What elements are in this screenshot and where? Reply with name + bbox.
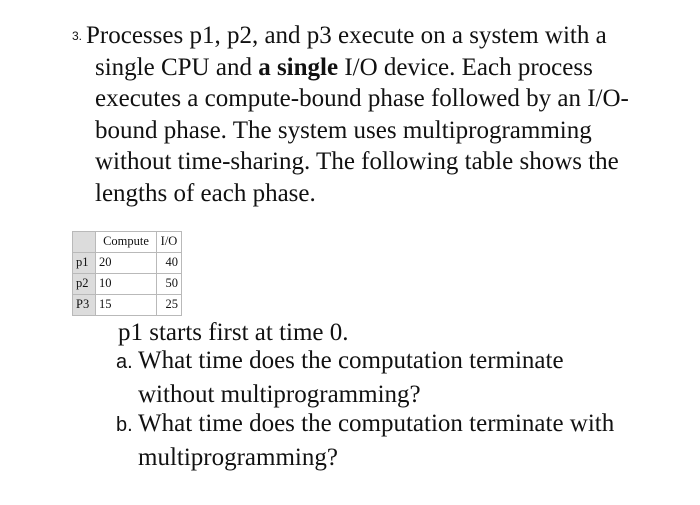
cell-compute: 10 <box>96 274 157 295</box>
row-header-p3: P3 <box>73 295 96 316</box>
start-note: p1 starts first at time 0. <box>118 319 349 346</box>
row-header-p1: p1 <box>73 253 96 274</box>
table-header-row <box>73 232 182 253</box>
question-line-3: executes a compute-bound phase followed by an I/O- <box>95 85 629 112</box>
column-header-io: I/O <box>157 232 182 253</box>
question-line-4: bound phase. The system uses multiprogramming <box>95 116 592 144</box>
cell-io: 40 <box>157 253 182 274</box>
question-line-1: Processes p1, p2, and p3 execute on a system with a <box>86 22 607 49</box>
column-header-compute: Compute <box>96 232 157 253</box>
table-corner-cell <box>73 232 96 253</box>
subquestion-b-line-2: multiprogramming? <box>138 443 338 471</box>
cell-compute: 15 <box>96 295 157 316</box>
question-line-5: without time-sharing. The following table shows the <box>95 148 619 175</box>
question-text <box>86 20 686 209</box>
subquestion-b <box>116 408 614 473</box>
cell-compute: 20 <box>96 253 157 274</box>
subquestion-a-marker: a. <box>116 351 133 373</box>
question-line-2-prefix: single CPU and <box>95 53 259 81</box>
cell-io: 25 <box>157 295 182 316</box>
question-line-2-bold: a single <box>258 53 339 81</box>
subquestion-b-marker: b. <box>116 414 133 436</box>
question-line-6: lengths of each phase. <box>95 179 316 207</box>
table-row <box>73 274 182 295</box>
cell-io: 50 <box>157 274 182 295</box>
subquestion-a-line-1: What time does the computation terminate <box>138 347 564 374</box>
subquestion-a <box>116 345 564 410</box>
row-header-p2: p2 <box>73 274 96 295</box>
phase-lengths-table <box>72 231 182 316</box>
question-line-2-rest: I/O device. Each process <box>344 53 593 81</box>
question-line-2 <box>86 52 686 84</box>
question-number: 3. <box>72 29 83 43</box>
table-row <box>73 295 182 316</box>
table-row <box>73 253 182 274</box>
subquestion-b-line-1: What time does the computation terminate with <box>138 410 615 437</box>
subquestion-a-line-2: without multiprogramming? <box>138 380 421 408</box>
